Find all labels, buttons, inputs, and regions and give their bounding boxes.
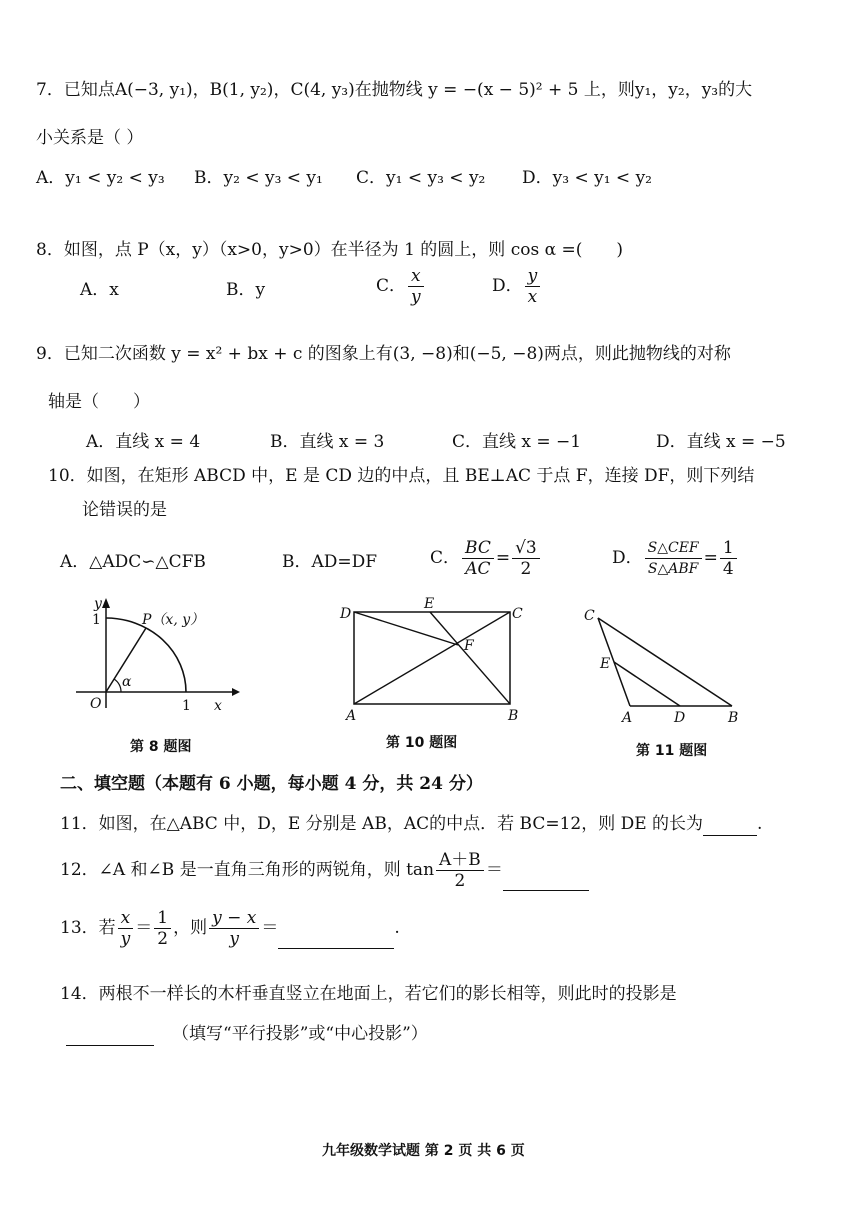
q12 [60,850,589,891]
q8-option-d[interactable] [492,266,542,307]
q13-eq2: ＝ [261,918,279,938]
q7-option-c[interactable]: C．y₁ < y₃ < y₂ [356,168,486,188]
q10-option-c[interactable]: C． $\frac{BC}{AC}$ = $\frac{√3}{2}$ [430,538,542,579]
q12-fraction [436,850,484,891]
q8-option-b[interactable]: B．y [226,280,266,300]
q11 [60,812,762,836]
q10-c-lhs [462,538,494,579]
fig8-label-p: P（x, y） [142,612,205,628]
q8-c-num: x [408,266,424,287]
q8-option-c-fraction [408,266,424,307]
q11-answer-blank[interactable] [703,817,757,836]
q10-option-d-label: D． [612,548,643,568]
fig10-label-c: C [512,606,523,622]
q8-option-d-label: D． [492,276,523,296]
q9-option-b[interactable]: B．直线 x = 3 [270,432,385,452]
q8-c-den: y [411,287,421,307]
q10-c-den: AC [465,559,491,579]
q12-prefix: 12．∠A 和∠B 是一直角三角形的两锐角，则 tan [60,860,435,880]
figure-8-caption: 第 8 题图 [130,739,192,755]
q13-n1: x [118,908,134,929]
q10-option-d[interactable]: D． $\frac{\text{S△CEF}}{\text{S△ABF}}$ = $\frac{1}{4}$ [612,538,739,579]
figure-11-caption: 第 11 题图 [636,743,708,759]
fig11-label-c: C [584,608,595,624]
fig11-side-cb [598,618,732,706]
q8-option-c-label: C． [376,276,407,296]
q9-option-d[interactable]: D．直线 x = −5 [656,432,786,452]
q13 [60,908,400,949]
fig10-diagonal-ac [354,612,510,704]
q13-d1: y [120,929,131,949]
q13-end: . [394,918,400,938]
q14-answer-blank[interactable] [66,1027,154,1046]
q10-option-b[interactable]: B．AD=DF [282,552,378,572]
q12-den: 2 [454,871,466,891]
q10-c-num: BC [462,538,494,559]
q8-d-num: y [525,266,541,287]
q14-hint: （填写“平行投影”或“中心投影”） [172,1024,428,1044]
q10-stem-line1: 10．如图，在矩形 ABCD 中，E 是 CD 边的中点，且 BE⊥AC 于点 F，连接 DF，则下列结 [48,466,755,486]
q14-stem-line1: 14．两根不一样长的木杆垂直竖立在地面上，若它们的影长相等，则此时的投影是 [60,984,677,1004]
q13-frac2 [154,908,171,949]
q12-answer-blank[interactable] [503,872,589,891]
q10-d-lhs [645,538,702,579]
fig10-label-e: E [424,596,435,612]
q13-n2: 1 [154,908,171,929]
q7-option-a[interactable]: A．y₁ < y₂ < y₃ [36,168,165,188]
q13-n3: y − x [209,908,259,929]
q13-eq1: ＝ [135,918,153,938]
q10-stem-line2: 论错误的是 [82,500,167,520]
q8-d-den: x [527,287,538,307]
q13-d2: 2 [157,929,169,949]
q13-mid: ，则 [173,918,208,938]
q7-stem-line2: 小关系是（ ） [36,128,144,148]
fig8-x-arrow [232,688,240,696]
q8-option-a[interactable]: A．x [80,280,119,300]
figure-8 [66,596,246,720]
q10-d-rhs [720,538,737,579]
q13-answer-blank[interactable] [278,930,394,949]
figure-10 [332,596,532,726]
fig11-label-b: B [728,710,739,726]
q7-option-b[interactable]: B．y₂ < y₃ < y₁ [194,168,323,188]
q8-option-c[interactable] [376,266,426,307]
fig8-y-arrow [102,598,110,608]
q9-option-c[interactable]: C．直线 x = −1 [452,432,582,452]
q10-d-den: S△ABF [647,561,699,577]
q11-end: . [757,814,763,834]
q12-num: A＋B [436,850,484,871]
fig8-label-o: O [90,696,102,712]
q9-option-a[interactable]: A．直线 x = 4 [86,432,201,452]
fig8-label-y: y [94,596,102,612]
fig8-label-one-x: 1 [182,698,191,714]
q10-d-rhs-num: 1 [720,538,737,559]
q13-frac1 [118,908,134,949]
q13-d3: y [229,929,239,949]
figure-10-caption: 第 10 题图 [386,735,458,751]
figure-11 [580,604,750,728]
q14-line2 [66,1022,428,1046]
q10-c-rhs-den: 2 [520,559,532,579]
fig11-label-d: D [674,710,686,726]
q13-prefix: 13．若 [60,918,116,938]
q10-d-num: S△CEF [645,538,702,559]
q10-option-c-label: C． [430,548,461,568]
q8-stem: 8．如图，点 P（x，y）（x>0，y>0）在半径为 1 的圆上，则 cos α =( ) [36,240,623,260]
fig8-angle-arc [114,679,121,692]
q8-option-d-fraction [525,266,541,307]
fig11-segment-de [614,662,680,706]
fig8-label-x: x [214,698,222,714]
fig10-segment-be [430,612,510,704]
q13-frac3 [209,908,259,949]
fig8-label-alpha: α [122,674,132,690]
q9-stem-line2: 轴是（ ） [48,392,150,412]
q10-c-rhs-num: √3 [512,538,540,559]
q11-text: 11．如图，在△ABC 中，D，E 分别是 AB，AC的中点．若 BC=12，则 DE 的长为 [60,814,704,834]
fig10-label-a: A [346,708,357,724]
fig11-label-e: E [600,656,611,672]
q10-option-a[interactable]: A．△ADC∽△CFB [60,552,206,572]
q10-c-rhs [512,538,540,579]
q9-stem-line1: 9．已知二次函数 y = x² + bx + c 的图象上有(3, −8)和(−5, −8)两点，则此抛物线的对称 [36,344,731,364]
page-footer: 九年级数学试题 第 2 页 共 6 页 [322,1143,525,1159]
section-2-title: 二、填空题（本题有 6 小题，每小题 4 分，共 24 分） [60,774,483,794]
q12-equals: ＝ [485,860,503,880]
fig10-label-d: D [340,606,352,622]
q7-option-d[interactable]: D．y₃ < y₁ < y₂ [522,168,652,188]
fig10-label-f: F [464,638,474,654]
q10-d-rhs-den: 4 [722,559,734,579]
q7-stem-line1: 7．已知点A(−3, y₁)，B(1, y₂)，C(4, y₃)在抛物线 y = −(x − 5)² + 5 上，则y₁，y₂，y₃的大 [36,80,753,100]
fig10-label-b: B [508,708,519,724]
fig10-segment-df [354,612,458,645]
fig11-label-a: A [622,710,633,726]
fig8-label-one-y: 1 [92,612,101,628]
